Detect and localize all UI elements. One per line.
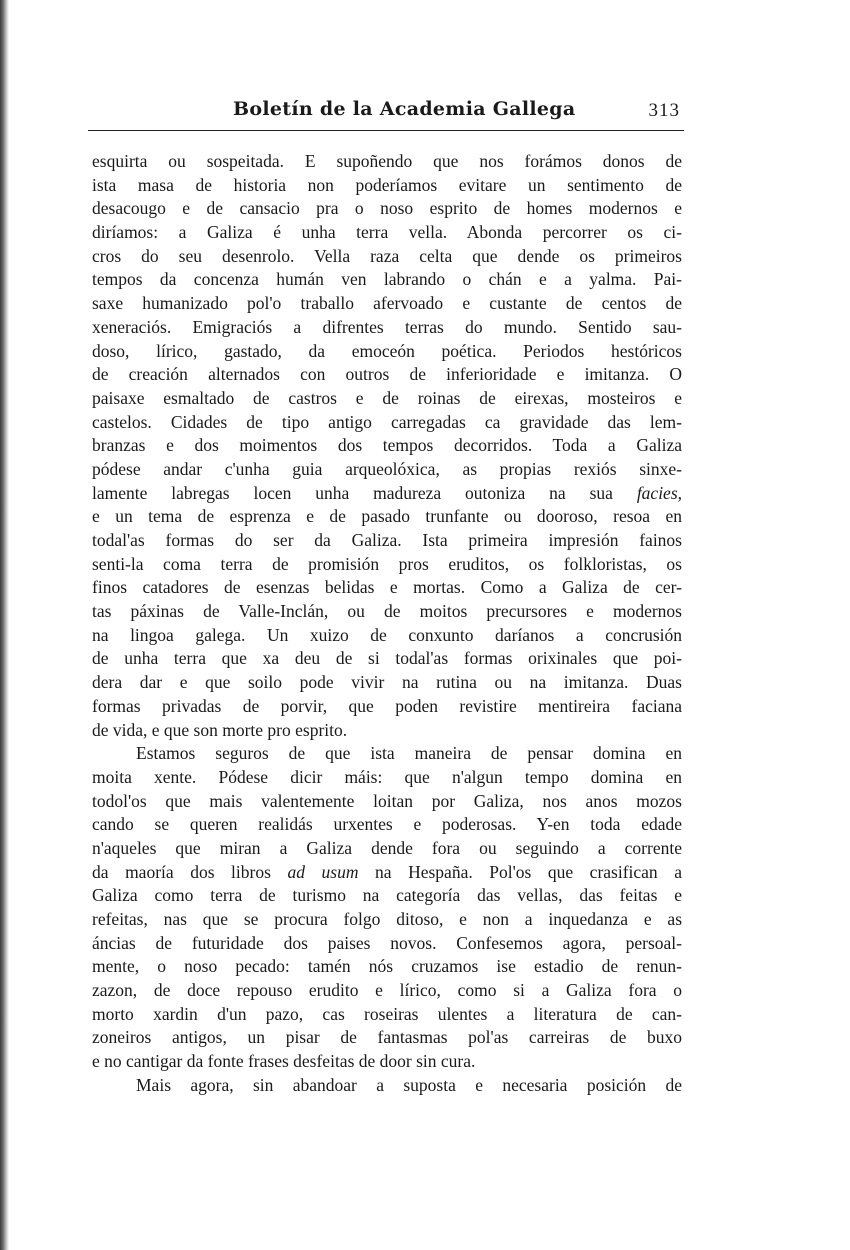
- text-line: zoneiros antigos, un pisar de fantasmas pol'as carreiras de buxo: [92, 1027, 682, 1048]
- paragraph-first-line: Estamos seguros de que ista maneira de pensar domina en: [136, 743, 682, 764]
- text-line: formas privadas de porvir, que poden revistire mentireira faciana: [92, 695, 682, 716]
- text-line: Galiza como terra de turismo na categoría das vellas, das feitas e: [92, 885, 682, 906]
- text-line: desacougo e de cansacio pra o noso esprito de homes modernos e: [92, 198, 682, 219]
- text-line: zazon, de doce repouso erudito e lírico, como si a Galiza fora o: [92, 980, 682, 1001]
- running-title: Boletín de la Academia Gallega: [233, 98, 576, 120]
- text-line: xeneraciós. Emigraciós a difrentes terras do mundo. Sentido sau-: [92, 316, 682, 337]
- italic-term-facies: facies,: [636, 482, 682, 503]
- text-line: paisaxe esmaltado de castros e de roinas de eirexas, mosteiros e: [92, 387, 682, 408]
- text-line: diríamos: a Galiza é unha terra vella. Abonda percorrer os ci-: [92, 222, 682, 243]
- text-line: de creación alternados con outros de inferioridade e imitanza. O: [92, 364, 682, 385]
- text-segment: lamente labregas locen unha madureza outoniza na sua: [92, 482, 613, 503]
- text-line: na lingoa galega. Un xuizo de conxunto daríanos a concrusión: [92, 624, 682, 645]
- text-line: refeitas, nas que se procura folgo ditoso, e non a inquedanza e as: [92, 909, 682, 929]
- text-line: dera dar e que soilo pode vivir na rutina ou na imitanza. Duas: [92, 672, 682, 693]
- text-segment: na Hespaña. Pol'os que crasifican a: [375, 861, 682, 882]
- text-line: tempos da concenza humán ven labrando o chán e a yalma. Pai-: [92, 269, 682, 290]
- text-segment: da maoría dos libros: [92, 861, 271, 882]
- paragraph-last-line: e no cantigar da fonte frases desfeitas de door sin cura.: [92, 1051, 476, 1072]
- text-line: senti-la coma terra de promisión pros eruditos, os folkloristas, os: [92, 553, 682, 574]
- text-line: esquirta ou sospeitada. E supoñendo que nos forámos donos de: [92, 151, 682, 171]
- text-line: pódese andar c'unha guia arqueolóxica, as propias rexiós sinxe-: [92, 458, 682, 479]
- text-line: cros do seu desenrolo. Vella raza celta que dende os primeiros: [92, 245, 682, 266]
- text-line: moita xente. Pódese dicir máis: que n'algun tempo domina en: [92, 766, 682, 787]
- italic-term-ad-usum: ad usum: [287, 861, 359, 882]
- text-line: saxe humanizado pol'o traballo afervoado e custante de centos de: [92, 293, 682, 314]
- text-line-with-italic: [92, 861, 682, 885]
- text-line: todol'os que mais valentemente loitan por Galiza, nos anos mozos: [92, 790, 682, 811]
- text-line: finos catadores de esenzas belidas e mortas. Como a Galiza de cer-: [92, 577, 682, 598]
- body-text: [92, 150, 682, 1098]
- paragraph-first-line: Mais agora, sin abandoar a suposta e necesaria posición de: [136, 1074, 682, 1095]
- text-line: de unha terra que xa deu de si todal'as formas orixinales que poi-: [92, 648, 682, 669]
- text-line: doso, lírico, gastado, da emoceón poética. Periodos hestóricos: [92, 340, 682, 361]
- text-line: todal'as formas do ser da Galiza. Ista primeira impresión fainos: [92, 530, 682, 550]
- text-line-with-italic: [92, 482, 682, 506]
- text-line: áncias de futuridade dos paises novos. Confesemos agora, persoal-: [92, 932, 682, 953]
- text-line: castelos. Cidades de tipo antigo carregadas ca gravidade das lem-: [92, 411, 682, 432]
- text-line: ista masa de historia non poderíamos evitare un sentimento de: [92, 174, 682, 195]
- text-line: tas páxinas de Valle-Inclán, ou de moitos precursores e modernos: [92, 601, 682, 622]
- text-line: cando se queren realidás urxentes e poderosas. Y-en toda edade: [92, 814, 682, 835]
- text-line: e un tema de esprenza e de pasado trunfante ou dooroso, resoa en: [92, 506, 682, 527]
- book-binding-edge: [0, 0, 9, 1250]
- text-line: n'aqueles que miran a Galiza dende fora ou seguindo a corrente: [92, 837, 682, 858]
- page-header: [88, 96, 684, 131]
- text-line: morto xardin d'un pazo, cas roseiras ulentes a literatura de can-: [92, 1003, 682, 1024]
- text-line: branzas e dos moimentos dos tempos decorridos. Toda a Galiza: [92, 435, 682, 456]
- page-number: 313: [648, 100, 680, 121]
- paragraph-last-line: de vida, e que son morte pro esprito.: [92, 719, 348, 740]
- text-line: mente, o noso pecado: tamén nós cruzamos ise estadio de renun-: [92, 956, 682, 977]
